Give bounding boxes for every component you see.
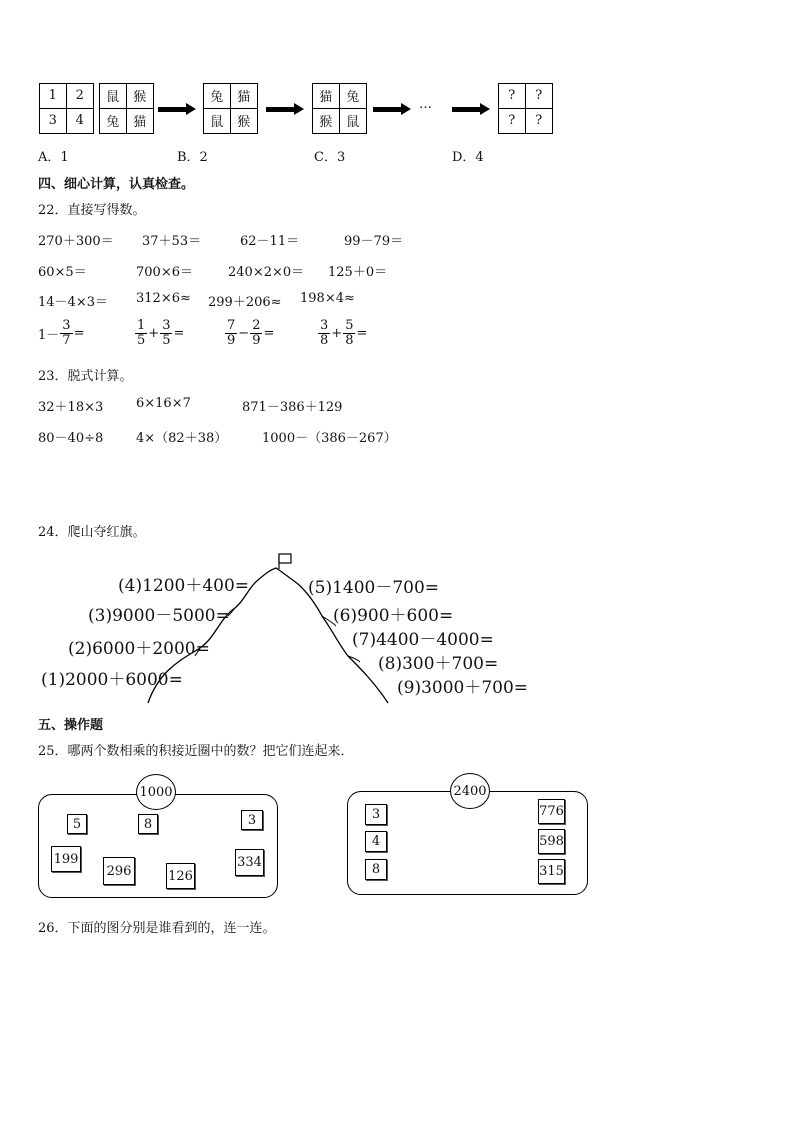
- sequence-cell: 3: [40, 109, 67, 134]
- denominator: 5: [162, 333, 171, 348]
- option-c[interactable]: C．3: [314, 150, 346, 165]
- option-a[interactable]: A．1: [38, 150, 69, 165]
- denominator: 9: [252, 333, 261, 348]
- climb-equation: (9)3000＋700=: [397, 678, 529, 698]
- denominator: 7: [62, 333, 71, 348]
- fraction: [343, 319, 355, 348]
- calc-item: 700×6＝: [136, 265, 193, 280]
- plus-sign: +: [148, 326, 160, 341]
- number-box[interactable]: 296: [103, 857, 135, 885]
- target-circle: 2400: [450, 773, 490, 809]
- fraction: [60, 319, 72, 348]
- fraction-expression: [134, 319, 184, 348]
- sequence-cell: 2: [67, 84, 94, 109]
- numerator: 3: [320, 318, 329, 333]
- calc-item: 37＋53＝: [142, 234, 202, 249]
- numerator: 7: [227, 318, 236, 333]
- climb-equation: (4)1200＋400=: [118, 576, 250, 596]
- number-box[interactable]: 334: [235, 849, 264, 876]
- sequence-cell: 猴: [127, 84, 154, 109]
- sequence-box-5: [498, 83, 553, 134]
- number-box[interactable]: 315: [538, 859, 565, 884]
- sequence-cell: 兔: [100, 109, 127, 134]
- fraction: [318, 319, 330, 348]
- equals-sign: =: [356, 326, 368, 341]
- equals-sign: =: [173, 326, 185, 341]
- calc-item: 62－11＝: [240, 234, 300, 249]
- sequence-cell: 兔: [204, 84, 231, 109]
- right-arrow-icon: [373, 105, 411, 113]
- right-arrow-icon: [158, 105, 196, 113]
- sequence-cell: 鼠: [100, 84, 127, 109]
- question-title: 25．哪两个数相乘的积接近圈中的数？把它们连起来．: [38, 744, 354, 759]
- number-box[interactable]: 8: [138, 814, 158, 834]
- number-box[interactable]: 598: [538, 829, 565, 854]
- fraction-expression: [224, 319, 274, 348]
- sequence-cell: 猴: [237, 115, 251, 131]
- option-b[interactable]: B．2: [177, 150, 208, 165]
- denominator: 8: [320, 333, 329, 348]
- calc-item: 240×2×0＝: [228, 265, 305, 280]
- sequence-cell: 猫: [231, 84, 258, 109]
- fraction: [135, 319, 147, 348]
- sequence-box-2: [99, 83, 154, 134]
- number-box[interactable]: 5: [67, 814, 87, 834]
- equals-sign: =: [73, 326, 85, 341]
- calc-item: 270＋300＝: [38, 234, 114, 249]
- climb-equation: (5)1400－700=: [308, 578, 440, 598]
- sequence-cell: 猴: [313, 109, 340, 134]
- fraction: [250, 319, 262, 348]
- number-box[interactable]: 776: [538, 799, 565, 824]
- climb-equation: (6)900＋600=: [333, 606, 454, 626]
- section-title: 四、细心计算，认真检查。: [38, 177, 195, 192]
- number-box[interactable]: 126: [166, 863, 195, 889]
- calc-item: 80－40÷8: [38, 431, 104, 446]
- sequence-cell: ?: [526, 84, 553, 109]
- calc-item: 871－386＋129: [242, 400, 343, 415]
- calc-item: 198×4≈: [300, 291, 355, 306]
- right-arrow-icon: [452, 105, 490, 113]
- sequence-cell: 猫: [133, 115, 147, 131]
- number-box[interactable]: 3: [241, 810, 263, 830]
- number-box[interactable]: 199: [51, 846, 81, 872]
- equals-sign: =: [263, 326, 275, 341]
- climb-equation: (1)2000＋6000=: [41, 670, 183, 690]
- numerator: 3: [162, 318, 171, 333]
- minus-sign: −: [238, 326, 250, 341]
- climb-equation: (7)4400－4000=: [352, 630, 494, 650]
- sequence-cell: 鼠: [204, 109, 231, 134]
- ellipsis: …: [419, 97, 432, 112]
- calc-item: 99－79＝: [344, 234, 404, 249]
- fraction: [225, 319, 237, 348]
- climb-equation: (3)9000－5000=: [88, 606, 230, 626]
- fraction: [160, 319, 172, 348]
- sequence-cell: ?: [499, 84, 526, 109]
- climb-equation: (2)6000＋2000=: [68, 639, 210, 659]
- question-title: 22．直接写得数。: [38, 203, 146, 218]
- calc-item: 4×（82＋38）: [136, 431, 228, 446]
- denominator: 8: [345, 333, 354, 348]
- plus-sign: +: [331, 326, 343, 341]
- numerator: 2: [252, 318, 261, 333]
- numerator: 1: [137, 318, 146, 333]
- numerator: 5: [345, 318, 354, 333]
- climb-equation: (8)300＋700=: [378, 654, 499, 674]
- number-box[interactable]: 4: [365, 831, 387, 852]
- question-title: 23．脱式计算。: [38, 369, 133, 384]
- sequence-cell: 猫: [313, 84, 340, 109]
- fraction-expression: [38, 319, 84, 348]
- calc-item: 1000－（386－267）: [262, 431, 397, 446]
- sequence-box-3: [203, 83, 258, 134]
- sequence-box-4: [312, 83, 367, 134]
- calc-item: 312×6≈: [136, 291, 191, 306]
- sequence-box-1: [39, 83, 94, 134]
- sequence-cell: 兔: [340, 84, 367, 109]
- sequence-cell: ?: [535, 113, 543, 129]
- sequence-cell: 1: [40, 84, 67, 109]
- question-title: 26．下面的图分别是谁看到的，连一连。: [38, 921, 276, 936]
- fraction-expression: [317, 319, 367, 348]
- fraction-lead: 1－: [38, 328, 60, 343]
- numerator: 3: [62, 318, 71, 333]
- target-circle: 1000: [136, 774, 176, 810]
- calc-item: 32＋18×3: [38, 400, 104, 415]
- calc-item: 60×5＝: [38, 265, 87, 280]
- calc-item: 14－4×3＝: [38, 295, 108, 310]
- section-title: 五、操作题: [38, 718, 104, 733]
- denominator: 5: [137, 333, 146, 348]
- calc-item: 299＋206≈: [208, 295, 282, 310]
- calc-item: 125＋0＝: [328, 265, 388, 280]
- sequence-cell: ?: [499, 109, 526, 134]
- sequence-cell: 鼠: [346, 115, 360, 131]
- sequence-cell: 4: [75, 113, 84, 129]
- number-box[interactable]: 3: [365, 804, 387, 825]
- number-box[interactable]: 8: [365, 859, 387, 880]
- option-d[interactable]: D．4: [452, 150, 484, 165]
- denominator: 9: [227, 333, 236, 348]
- right-arrow-icon: [266, 105, 304, 113]
- calc-item: 6×16×7: [136, 396, 191, 411]
- question-title: 24．爬山夺红旗。: [38, 525, 146, 540]
